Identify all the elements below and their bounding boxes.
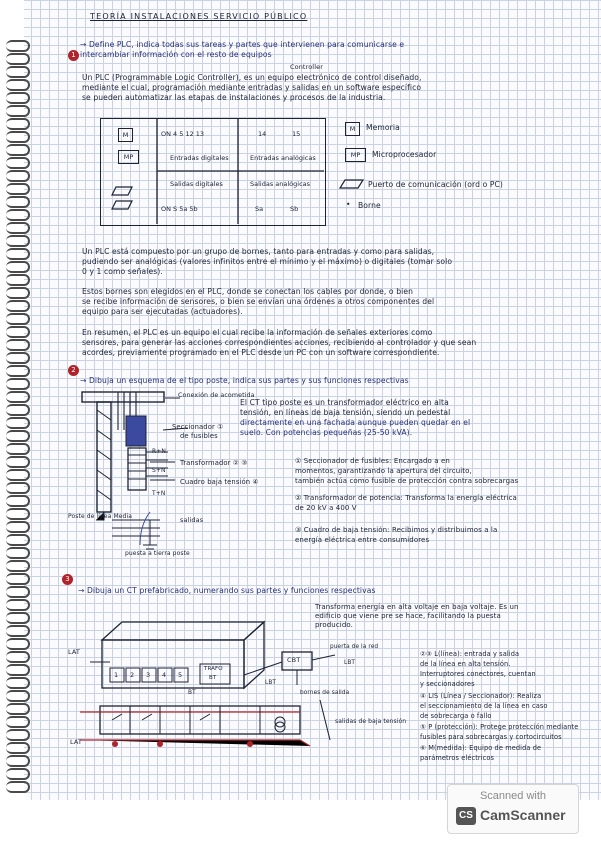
camscanner-logo-icon: CS [456,807,476,825]
q1-para1-line2: pudiendo ser analógicas (valores infinitos entre el mínimo y el máximo) o digitales (tomar solo [82,257,453,266]
lat-top-label: LAT [68,648,80,656]
q2-desc-line2: tensión, en líneas de baja tensión, siendo un pedestal [240,408,451,417]
plc-digital-outputs: Salidas digitales [170,180,223,188]
q2-func3-line2: energía eléctrica entre consumidores [295,536,430,544]
label-rn: R+N [152,448,166,455]
q3-question: → Dibuja un CT prefabricado, numerando sus partes y funciones respectivas [78,586,376,595]
legend-microprocessor-label: Microprocesador [372,150,437,159]
q3-func1-line2: de la línea en alta tensión. [420,660,511,668]
q3-func3-line1: ⑤ P (protección): Protege protección mediante [420,723,579,731]
q1-para2-line3: equipo para ser ejecutadas (actuadores). [82,307,243,316]
label-sn: S+N [152,467,166,474]
cell-2: 2 [130,671,135,679]
q2-desc-line3: directamente en una fachada aunque pueden quedar en el [240,418,471,427]
q2-func1-line2: momentos, garantizando la apertura del circuito, [295,467,472,475]
label-conexion-acometida: Conexión de acometida [178,392,255,399]
q3-intro-line3: producido. [315,621,353,629]
label-seccionador: Seccionador ① [172,423,224,431]
lbt-label: LBT [344,660,356,666]
camscanner-brand: CamScanner [480,807,566,823]
question-2-badge: 2 [68,365,79,376]
legend-terminal-symbol: • [346,200,351,209]
camscanner-watermark [447,784,579,834]
q1-answer-line-2: mediante el cual, programación mediante entradas y salidas en un software específico [82,83,422,92]
q2-func1-line3: también actúa como fusible de protección contra sobrecargas [295,477,519,485]
scanned-with-text: Scanned with [479,790,547,802]
q3-func2-line2: el seccionamiento de la línea en caso [420,702,548,710]
q2-question: → Dibuja un esquema de el tipo poste, indica sus partes y sus funciones respectivas [80,376,409,385]
question-1-badge: 1 [68,50,79,61]
q1-para3-line2: sensores, para generar las acciones correspondientes acciones, recibiendo al controlador y que sean [82,338,477,347]
q1-para2-line2: se recibe información de sensores, o bien se envían una órdenes a otros componentes del [82,297,435,306]
q1-annotation: Controller [290,63,323,71]
cell-5: 5 [178,671,183,679]
trafo-bt-label: BT [209,675,217,681]
label-salidas: salidas [180,516,204,524]
cell-3: 3 [146,671,151,679]
q1-answer-line-3: se pueden automatizar las etapas de instalaciones y procesos de la industria. [82,93,386,102]
salidas-bt-label: salidas de baja tensión [335,718,407,725]
lbt2-label: LBT [265,680,277,686]
plc-analog-out-1: Sa [255,205,264,213]
legend-microprocessor-symbol: MP [345,148,366,162]
q3-func2-line3: de sobrecarga o fallo [420,712,492,720]
q1-para3-line3: acordes, previamente programado en el PLC desde un PC con un software correspondiente. [82,348,440,357]
q2-desc-line1: El CT tipo poste es un transformador eléctrico en alta [240,398,449,407]
question-3-badge: 3 [62,574,73,585]
q3-func2-line1: ④ LIS (Línea / Seccionador): Realiza [420,692,542,700]
q2-func2-line2: de 20 kV a 400 V [295,504,357,512]
q1-para2-line1: Estos bornes son elegidos en el PLC, donde se conectan los cables por donde, o bien [82,287,414,296]
label-transformador: Transformador ② ③ [180,459,248,467]
page-title: TEORÍA INSTALACIONES SERVICIO PÚBLICO [90,12,308,21]
plc-output-terminals-label: ON S 5a 5b [161,205,198,213]
legend-port-label: Puerto de comunicación (ord o PC) [368,180,503,189]
plc-analog-in-1: 14 [258,130,267,138]
plc-digital-inputs: Entradas digitales [170,154,229,162]
label-fusibles: de fusibles [180,432,218,440]
plc-analog-inputs: Entradas analógicas [250,154,316,162]
plc-analog-out-2: Sb [290,205,299,213]
cell-1: 1 [114,671,119,679]
q2-func2-line1: ② Transformador de potencia: Transforma la energía eléctrica [295,494,517,502]
q3-func3-line2: fusibles para sobrecargas y cortocircuitos [420,733,562,741]
q1-question-line-2: intercambiar información con el resto de equipos [80,50,272,59]
plc-microprocessor-symbol: MP [118,150,139,164]
puerta-label: puerta de la red [330,644,379,650]
plc-memory-symbol: M [118,128,133,142]
q3-func1-line1: ②③ L(línea): entrada y salida [420,650,520,658]
q1-para3-line1: En resumen, el PLC es un equipo el cual recibe la información de señales exteriores como [82,328,433,337]
label-toma-tierra: puesta a tierra poste [125,550,190,557]
cell-4: 4 [162,671,167,679]
label-cuadro-baja: Cuadro baja tensión ④ [180,478,259,486]
plc-input-terminals-label: ON 4 5 12 13 [161,130,205,138]
q2-func3-line1: ③ Cuadro de baja tensión: Recibimos y distribuimos a la [295,526,498,534]
bornes-label: bornes de salida [300,690,350,696]
legend-memory-label: Memoria [366,123,400,132]
plc-analog-outputs: Salidas analógicas [250,180,311,188]
q1-answer-line-1: Un PLC (Programmable Logic Controller), es un equipo electrónico de control diseñado, [82,73,422,82]
q3-func1-line3: Interruptores conectores, cuentan [420,670,536,678]
lat-bottom-label: LAT [70,738,82,746]
legend-memory-symbol: M [345,122,360,136]
bt-label: BT [188,690,196,696]
q1-para1-line3: 0 y 1 como señales). [82,267,163,276]
q3-func4-line1: ⑥ M(medida): Equipo de medida de [420,744,542,752]
plc-analog-in-2: 15 [292,130,301,138]
q2-desc-line4: suelo. Con potencias pequeñas (25-50 kVA). [240,428,413,437]
cbt-label: CBT [287,656,301,664]
label-poste: Poste de línea Media [68,513,132,520]
q3-intro-line1: Transforma energía en alta voltaje en baja voltaje. Es un [315,603,519,611]
q1-para1-line1: Un PLC está compuesto por un grupo de bornes, tanto para entradas y como para salidas, [82,247,435,256]
label-tn: T+N [152,490,166,497]
legend-terminal-label: Borne [358,201,381,210]
q1-question-line-1: → Define PLC, indica todas sus tareas y partes que intervienen para comunicarse e [80,40,405,49]
q3-func1-line4: y seccionadores [420,680,475,688]
q2-func1-line1: ① Seccionador de fusibles: Encargado a en [295,457,450,465]
q3-intro-line2: edificio que viene pre se hace, facilitando la puesta [315,612,501,620]
trafo-label: TRAFO [204,666,223,672]
q3-func4-line2: parámetros eléctricos [420,754,495,762]
